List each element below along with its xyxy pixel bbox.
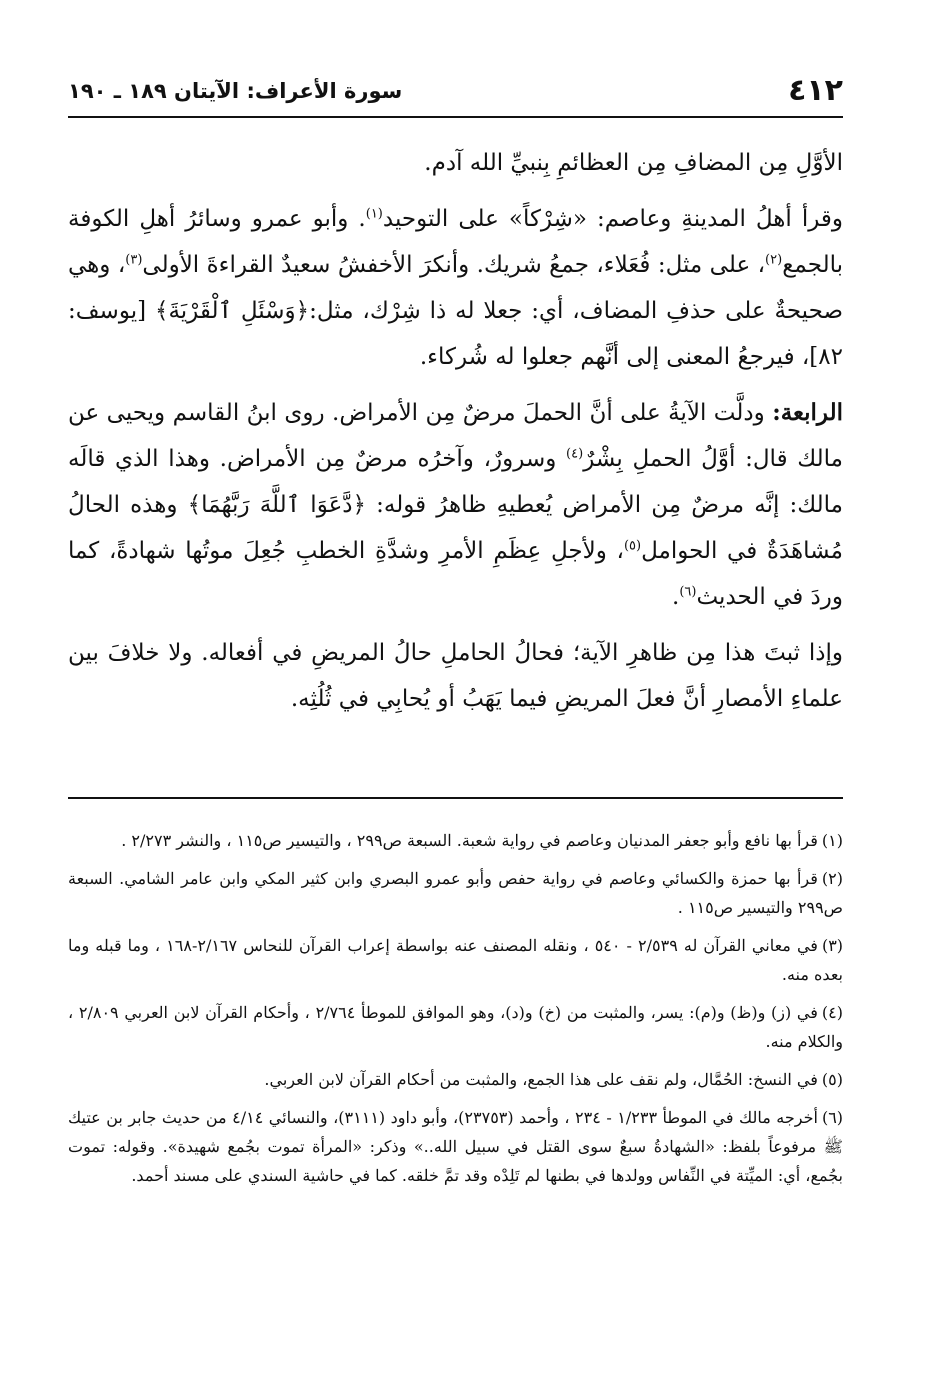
footnote-number: (٣) xyxy=(821,936,844,955)
footnote-text: قرأ بها نافع وأبو جعفر المدنيان وعاصم في رواية شعبة. السبعة ص٢٩٩ ، والتيسير ص١١٥ ، والنشر ٢/٢٧٣ . xyxy=(121,831,818,850)
text-run: وسرورٌ، وآخرُه مرضٌ مِن الأمراض. وهذا الذي قالَه مالك: إنَّه مرضٌ مِن الأمراض يُعطيهِ ظاهرُ قوله: xyxy=(68,446,843,518)
footnote-ref-6: (٦) xyxy=(679,584,697,600)
page-number: ٤١٢ xyxy=(788,73,843,108)
footnote-1 xyxy=(68,826,843,855)
footnote-text: في معاني القرآن له ٢/٥٣٩ - ٥٤٠ ، ونقله المصنف عنه بواسطة إعراب القرآن للنحاس ٢/١٦٧-١٦٨ ، وما قبله وما بعده منه. xyxy=(68,936,843,984)
text-run: ، على مثل: فُعَلاء، جمعُ شريك. وأنكرَ الأخفشُ سعيدٌ القراءةَ الأولى xyxy=(142,252,766,278)
footnote-number: (٢) xyxy=(821,869,843,888)
footnote-5 xyxy=(68,1065,843,1094)
footnote-number: (٤) xyxy=(821,1003,844,1022)
footnote-ref-3: (٣) xyxy=(125,252,143,268)
paragraph-3 xyxy=(68,390,843,620)
text-run: . xyxy=(672,584,680,610)
text-run: ، ولأجلِ عِظَمِ الأمرِ وشدَّةِ الخطبِ جُعِلَ موتُها شهادةً، كما وردَ في الحديث xyxy=(68,538,843,610)
footnote-number: (٦) xyxy=(821,1108,844,1127)
footnote-text: في (ز) و(ظ) و(م): يسر، والمثبت من (خ) و(د)، وهو الموافق للموطأ ٢/٧٦٤ ، وأحكام القرآن لابن العربي ٢/٨٠٩ ، والكلام منه. xyxy=(68,1003,843,1051)
text-run: وقرأ أهلُ المدينةِ وعاصم: «شِرْكاً» على التوحيد xyxy=(382,206,844,232)
footnote-text: في النسخ: الحُمَّال، ولم نقف على هذا الجمع، والمثبت من أحكام القرآن لابن العربي. xyxy=(264,1070,818,1089)
paragraph-2 xyxy=(68,196,843,380)
footnote-text: قرأ بها حمزة والكسائي وعاصم في رواية حفص وأبو عمرو البصري وابن كثير المكي وابن عامر الشامي. السبعة ص٢٩٩ والتيسير ص١١٥ . xyxy=(68,869,843,917)
section-lead: الرابعة: xyxy=(772,399,843,426)
quran-quote: ﴿دَّعَوَا ٱللَّهَ رَبَّهُمَا﴾ xyxy=(187,492,367,518)
footnote-number: (١) xyxy=(821,831,843,850)
paragraph-1: الأوَّلِ مِن المضافِ مِن العظائمِ بِنبيِّ الله آدم. xyxy=(424,150,843,176)
footnote-ref-4: (٤) xyxy=(566,446,584,462)
text-run: ، وهي صحيحةٌ على حذفِ المضاف، أي: جعلا له ذا شِرْك، مثل: xyxy=(68,252,843,324)
footnotes xyxy=(68,826,843,1199)
footnote-2 xyxy=(68,864,843,922)
text-run: . وأبو عمرو وسائرُ أهلِ الكوفة بالجمع xyxy=(68,206,843,278)
page-header xyxy=(68,60,843,118)
text-run: ودلَّت الآيةُ على أنَّ الحملَ مرضٌ مِن الأمراض. روى ابنُ القاسم ويحيى عن مالك قال: أوَّلُ الحملِ بِشْرٌ xyxy=(68,400,843,472)
footnote-6 xyxy=(68,1103,843,1190)
footnote-3 xyxy=(68,931,843,989)
main-text xyxy=(68,140,843,732)
text-run: [يوسف: ٨٢]، فيرجعُ المعنى إلى أنَّهم جعلوا له شُركاء. xyxy=(68,298,843,370)
quran-quote: ﴿وَسْئَلِ ٱلْقَرْيَةَ﴾ xyxy=(154,298,310,324)
text-run: وهذه الحالُ مُشاهَدَةٌ في الحوامل xyxy=(68,492,844,564)
running-title: سورة الأعراف: الآيتان ١٨٩ ـ ١٩٠ xyxy=(68,79,403,103)
footnote-ref-2: (٢) xyxy=(765,252,783,268)
footnote-4 xyxy=(68,998,843,1056)
paragraph-4: وإذا ثبتَ هذا مِن ظاهرِ الآية؛ فحالُ الحاملِ حالُ المريضِ في أفعاله. ولا خلافَ بين علماءِ الأمصارِ أنَّ فعلَ المريضِ فيما يَهَبُ أو يُحابِي في ثُلُثِه. xyxy=(68,640,843,712)
footnote-number: (٥) xyxy=(821,1070,843,1089)
footnote-ref-1: (١) xyxy=(365,206,383,222)
footnote-ref-5: (٥) xyxy=(623,538,642,554)
footnote-divider xyxy=(68,797,843,799)
footnote-text: أخرجه مالك في الموطأ ١/٢٣٣ - ٢٣٤ ، وأحمد (٢٣٧٥٣)، وأبو داود (٣١١١)، والنسائي ٤/١٤ من حديث جابر بن عتيك ﷺ مرفوعاً بلفظ: «الشهادةُ سبعٌ سوى القتل في سبيل الله..» وذكر: «المرأة تموت بجُمع شهيدة». وقوله: تموت بجُمع، أي: الميِّتة في النِّفاس وولدها في بطنها لم تَلِدْه وقد تمَّ خلقه. كما في حاشية السندي على مسند أحمد. xyxy=(68,1108,843,1185)
